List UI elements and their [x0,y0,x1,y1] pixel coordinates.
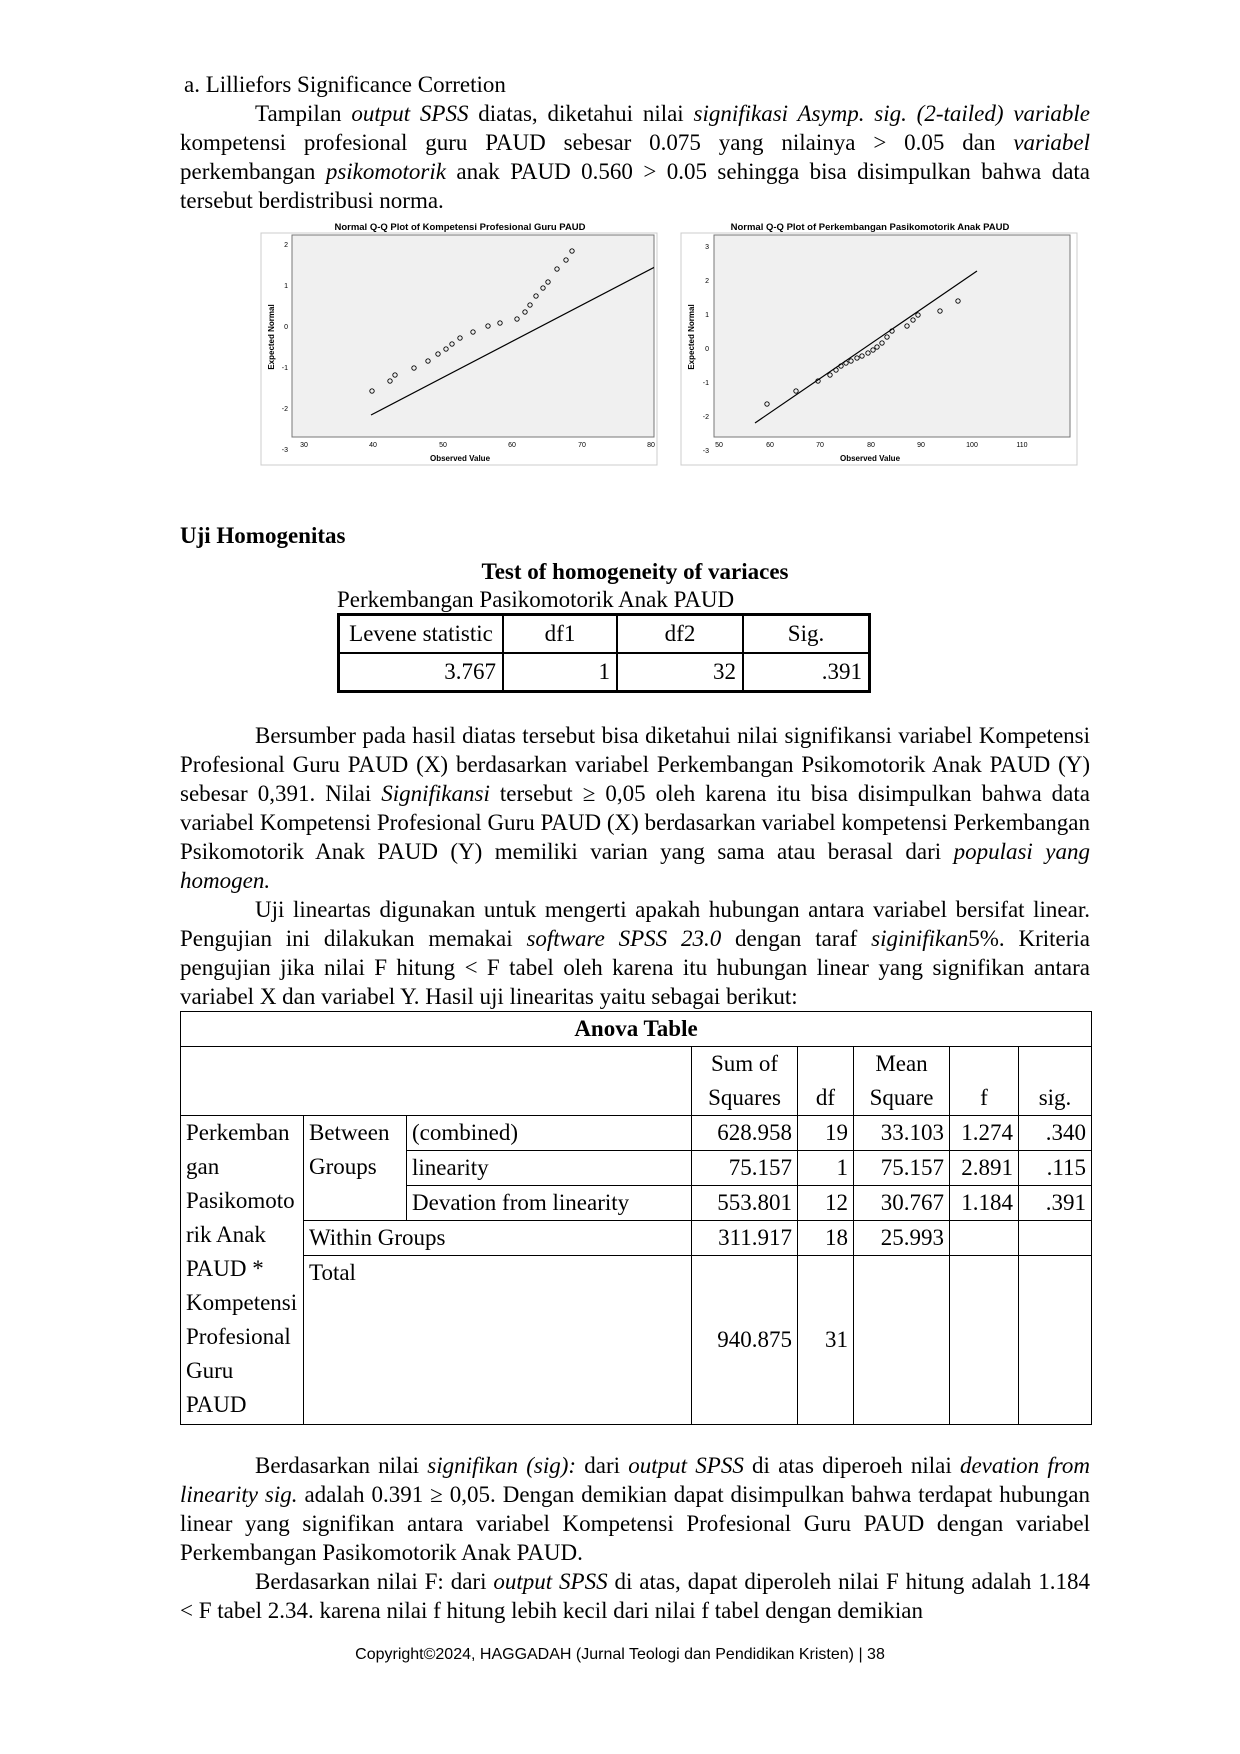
plot2-ylabel: Expected Normal [687,304,696,370]
header-sig: sig. [1019,1047,1092,1116]
anova-cell: 19 [798,1116,854,1151]
anova-cell: 33.103 [854,1116,950,1151]
plot2-ytick: -3 [702,448,709,455]
anova-cell: 75.157 [692,1151,798,1186]
plot1-ytick: 2 [284,242,288,249]
plot2-xtick: 100 [966,442,978,449]
between-groups-label: Between Groups [304,1116,407,1221]
plot1-xlabel: Observed Value [429,454,491,463]
plot2-ytick: 2 [705,278,709,285]
qq-plot-perkembangan [680,219,1080,492]
anova-cell: 1.184 [950,1186,1019,1221]
paragraph-1: Tampilan output SPSS diatas, diketahui nilai signifikasi Asymp. sig. (2-tailed) variable kompetensi profesional guru PAUD sebesar 0.075 yang nilainya > 0.05 dan variabel perkembangan psikomotorik anak PAUD 0.560 > 0.05 sehingga bisa disimpulkan bahwa data tersebut berdistribusi norma. [180,101,1091,213]
anova-header-row [181,1047,1092,1116]
anova-cell: .391 [1019,1186,1092,1221]
anova-cell: 2.891 [950,1151,1019,1186]
paragraph-2: Bersumber pada hasil diatas tersebut bisa diketahui nilai signifikansi variabel Kompetensi Profesional Guru PAUD (X) berdasarkan variabel Perkembangan Psikomotorik Anak PAUD (Y) sebesar 0,391. Nilai Signifikansi tersebut ≥ 0,05 oleh karena itu bisa disimpulkan bahwa data variabel Kompetensi Profesional Guru PAUD (X) berdasarkan variabel kompetensi Perkembangan Psikomotorik Anak PAUD (Y) memiliki varian yang sama atau berasal dari populasi yang homogen. [180,723,1090,893]
homogeneity-subtitle: Perkembangan Pasikomotorik Anak PAUD [337,587,735,612]
anova-cell: 12 [798,1186,854,1221]
anova-cell: 1.274 [950,1116,1019,1151]
anova-cell: 75.157 [854,1151,950,1186]
page-content [180,70,1090,1625]
table-row [181,1116,1092,1151]
anova-title-row [181,1012,1092,1047]
value-cell: 3.767 [339,653,504,692]
plot2-ytick: 1 [705,312,709,319]
value-cell: .391 [743,653,870,692]
plot1-xtick: 80 [647,442,655,449]
header-cell: df2 [617,615,743,654]
plot1-xtick: 30 [300,442,308,449]
plot2-xtick: 70 [816,442,824,449]
anova-cell: Devation from linearity [407,1186,692,1221]
homogeneity-table-title: Test of homogeneity of variaces [481,559,789,584]
paragraph-5: Berdasarkan nilai F: dari output SPSS di atas, dapat diperoleh nilai F hitung adalah 1.184 < F tabel 2.34. karena nilai f hitung lebih kecil dari nilai f tabel dengan demikian [180,1569,1090,1623]
anova-title: Anova Table [181,1012,1092,1047]
plot1-ylabel: Expected Normal [267,304,276,370]
plot1-xtick: 60 [508,442,516,449]
plot1-ytick: 0 [284,324,288,331]
anova-cell: linearity [407,1151,692,1186]
page-footer: Copyright©2024, HAGGADAH (Jurnal Teologi dan Pendidikan Kristen) | 38 [355,1646,885,1663]
anova-cell: .115 [1019,1151,1092,1186]
table-row [339,653,870,692]
anova-table [180,1011,1092,1425]
header-cell: Sig. [743,615,870,654]
plot2-xlabel: Observed Value [839,454,901,463]
anova-cell: (combined) [407,1116,692,1151]
anova-cell: 25.993 [854,1221,950,1256]
table-row [181,1256,1092,1425]
header-cell: df1 [503,615,617,654]
plot1-title: Normal Q-Q Plot of Kompetensi Profesional Guru PAUD [334,222,586,233]
lilliefors-heading: a. Lilliefors Significance Corretion [184,72,506,97]
paragraph-4: Berdasarkan nilai signifikan (sig): dari output SPSS di atas diperoeh nilai devation from linearity sig. adalah 0.391 ≥ 0,05. Dengan demikian dapat disimpulkan bahwa terdapat hubungan linear yang signifikan antara variabel Kompetensi Profesional Guru PAUD dengan variabel Perkembangan Pasikomotorik Anak PAUD. [180,1453,1090,1565]
header-cell: Levene statistic [339,615,504,654]
plot2-xtick: 50 [715,442,723,449]
plot2-ytick: -2 [702,414,709,421]
plot1-xtick: 40 [369,442,377,449]
anova-cell: 31 [798,1256,854,1425]
plot1-ytick: -1 [281,365,288,372]
plot2-xtick: 80 [867,442,875,449]
plot1-ytick: 1 [284,283,288,290]
anova-row-label: Perkemban gan Pasikomoto rik Anak PAUD * Kompetensi Profesional Guru PAUD [181,1116,304,1425]
table-row [181,1221,1092,1256]
plot2-xtick: 90 [917,442,925,449]
anova-cell: Total [304,1256,692,1425]
plot1-ytick: -2 [281,406,288,413]
anova-cell: .340 [1019,1116,1092,1151]
qq-plots [180,219,1090,487]
header-sum-of-squares: Sum of Squares [692,1047,798,1116]
qq-plot-kompetensi [260,219,660,492]
plot1-ytick: -3 [281,447,288,454]
anova-cell: 18 [798,1221,854,1256]
paragraph-3: Uji lineartas digunakan untuk mengerti apakah hubungan antara variabel bersifat linear. Pengujian ini dilakukan memakai software SPSS 23.0 dengan taraf siginifikan5%. Kriteria pengujian jika nilai F hitung < F tabel oleh karena itu hubungan linear yang signifikan antara variabel X dan variabel Y. Hasil uji linearitas yaitu sebagai berikut: [180,897,1090,1009]
plot2-xtick: 110 [1016,442,1028,449]
anova-cell: 1 [798,1151,854,1186]
table-header-row [339,615,870,654]
anova-cell: 940.875 [692,1256,798,1425]
anova-cell: 553.801 [692,1186,798,1221]
header-mean-square: Mean Square [854,1047,950,1116]
plot2-xtick: 60 [766,442,774,449]
anova-cell: 30.767 [854,1186,950,1221]
value-cell: 1 [503,653,617,692]
header-f: f [950,1047,1019,1116]
homogeneity-table [337,613,871,693]
plot2-title: Normal Q-Q Plot of Perkembangan Pasikomotorik Anak PAUD [730,222,1010,233]
plot2-ytick: 3 [705,244,709,251]
homogeneity-section-title: Uji Homogenitas [180,523,346,548]
header-df: df [798,1047,854,1116]
plot1-xtick: 70 [578,442,586,449]
plot1-xtick: 50 [439,442,447,449]
anova-cell: 628.958 [692,1116,798,1151]
plot2-ytick: -1 [702,380,709,387]
value-cell: 32 [617,653,743,692]
plot2-ytick: 0 [705,346,709,353]
anova-cell: 311.917 [692,1221,798,1256]
anova-cell: Within Groups [304,1221,692,1256]
